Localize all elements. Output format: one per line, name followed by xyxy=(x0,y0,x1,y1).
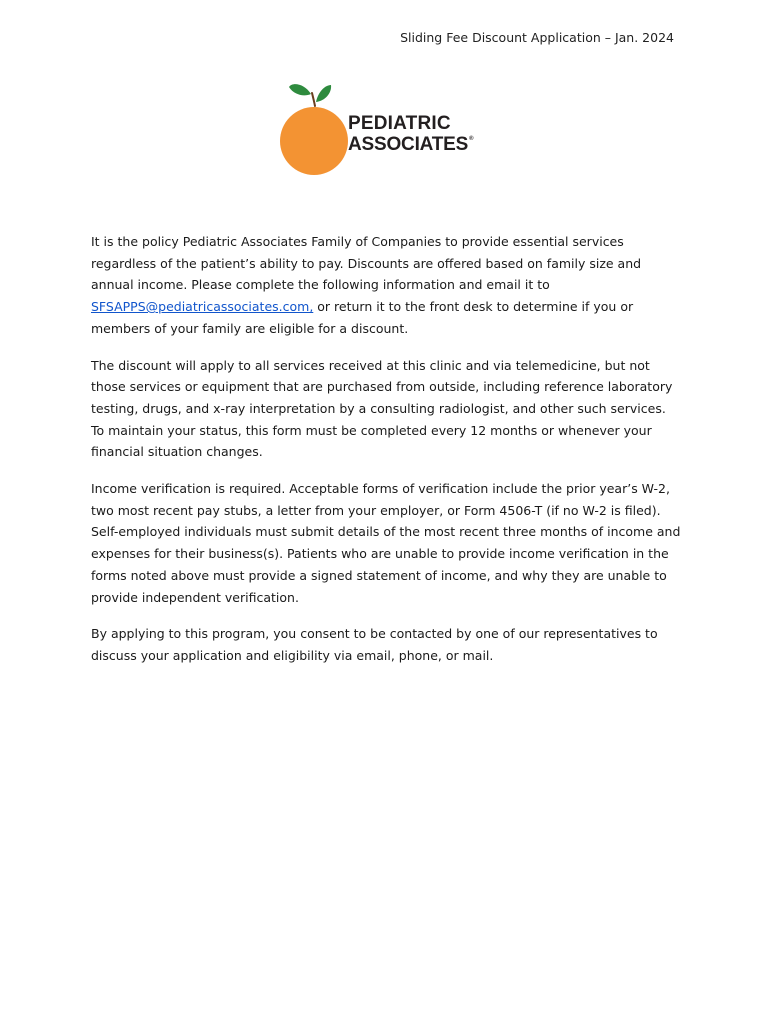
logo-wordmark xyxy=(348,114,473,154)
email-link[interactable]: SFSAPPS@pediatricassociates.com, xyxy=(91,299,314,315)
registered-mark: ® xyxy=(469,136,474,142)
orange-fruit-icon xyxy=(280,80,350,180)
paragraph-policy-text-1: It is the policy Pediatric Associates Family of Companies to provide essential services regardless of the patient’s ability to pay. Discounts are offered based on family size and annual income. Please complete the following information and email it to xyxy=(91,234,642,293)
page-header-title: Sliding Fee Discount Application – Jan. 2024 xyxy=(400,30,674,45)
paragraph-discount-scope: The discount will apply to all services received at this clinic and via telemedicine, but not those services or equipment that are purchased from outside, including reference laboratory testing, drugs, and x-ray interpretation by a consulting radiologist, and other such services. To maintain your status, this form must be completed every 12 months or whenever your financial situation changes. xyxy=(91,357,673,460)
document-body xyxy=(91,231,681,682)
paragraph-income-verification: Income verification is required. Acceptable forms of verification include the prior year’s W-2, two most recent pay stubs, a letter from your employer, or Form 4506-T (if no W-2 is filed). Self-employed individuals must submit details of the most recent three months of income and expenses for their business(s). Patients who are unable to provide income verification in the forms noted above must provide a signed statement of income, and why they are unable to provide independent verification. xyxy=(91,481,681,605)
paragraph-policy-text-2: or return it to the front desk to determine if you or members of your family are eligible for a discount. xyxy=(91,299,634,336)
logo-line-pediatric: PEDIATRIC xyxy=(348,113,451,134)
pediatric-associates-logo xyxy=(280,80,500,180)
paragraph-consent: By applying to this program, you consent to be contacted by one of our representatives to discuss your application and eligibility via email, phone, or mail. xyxy=(91,626,658,663)
paragraph-policy xyxy=(91,231,681,340)
logo-line-associates xyxy=(348,135,473,154)
logo-line-associates-text: ASSOCIATES xyxy=(348,134,469,155)
